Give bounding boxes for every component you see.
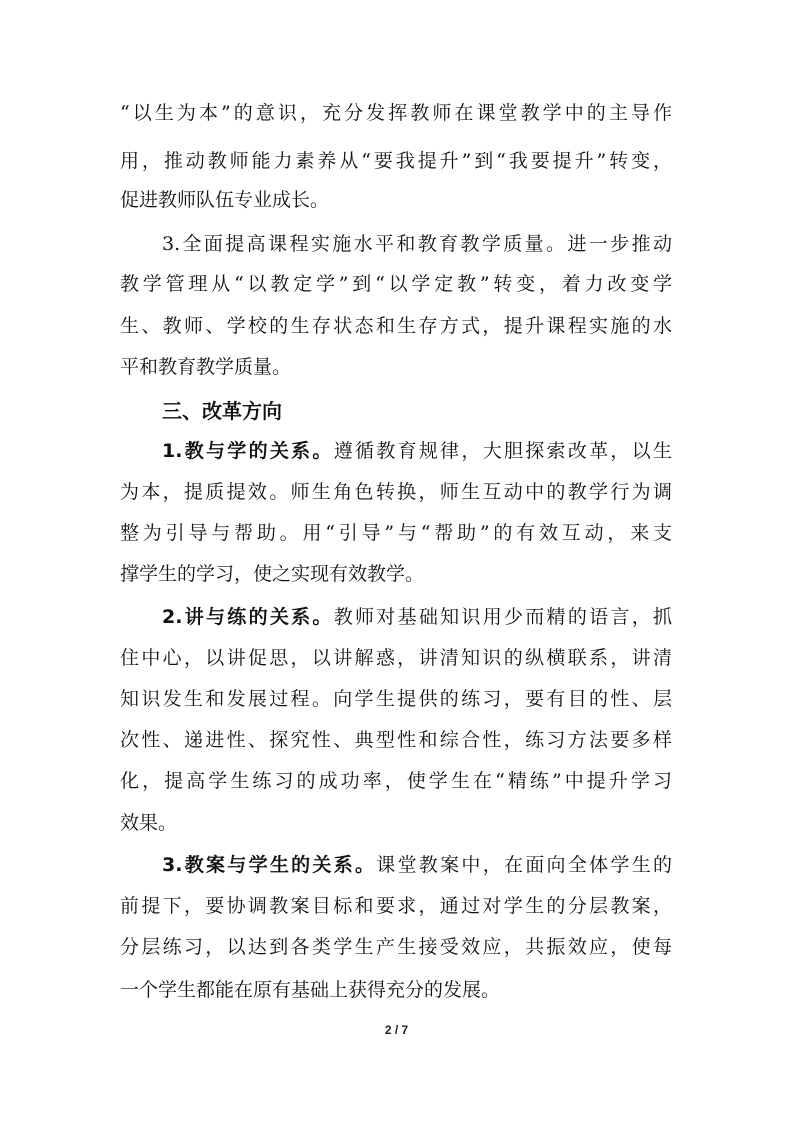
paragraph-line: 3.全面提高课程实施水平和教育教学质量。进一步推动 [162,233,672,255]
paragraph-line: 平和教育教学质量。 [120,356,292,378]
paragraph-line [162,852,672,878]
paragraph-line: 化，提高学生练习的成功率，使学生在“精练”中提升学习 [120,770,672,792]
section-heading: 三、改革方向 [162,399,282,423]
paragraph-line: 生、教师、学校的生存状态和生存方式，提升课程实施的水 [120,315,672,337]
paragraph-lead: 1.教与学的关系。 [162,440,334,462]
paragraph-line: 整为引导与帮助。用“引导”与“帮助”的有效互动，来支 [120,522,672,544]
paragraph-line [162,438,672,464]
paragraph-line: 教学管理从“以教定学”到“以学定教”转变，着力改变学 [120,273,672,295]
paragraph-line: 知识发生和发展过程。向学生提供的练习，要有目的性、层 [120,688,672,710]
paragraph-line: 一个学生都能在原有基础上获得充分的发展。 [120,979,501,1001]
paragraph-line: 效果。 [120,812,178,834]
paragraph-line: “以生为本”的意识，充分发挥教师在课堂教学中的主导作 [120,102,672,124]
paragraph-line [162,604,672,630]
paragraph-text: 遵循教育规律，大胆探索改革，以生 [333,440,672,462]
paragraph-line: 用，推动教师能力素养从“要我提升”到“我要提升”转变， [120,150,672,172]
paragraph-line: 前提下，要协调教案目标和要求，通过对学生的分层教案， [120,895,672,917]
paragraph-text: 教师对基础知识用少而精的语言，抓 [333,606,672,628]
paragraph-line: 住中心，以讲促思，以讲解惑，讲清知识的纵横联系，讲清 [120,647,672,669]
paragraph-line: 撑学生的学习，使之实现有效教学。 [120,563,425,585]
paragraph-line: 次性、递进性、探究性、典型性和综合性，练习方法要多样 [120,729,672,751]
page-number: 2 / 7 [384,1023,409,1037]
paragraph-line: 为本，提质提效。师生角色转换，师生互动中的教学行为调 [120,481,672,503]
paragraph-line: 分层练习，以达到各类学生产生接受效应，共振效应，使每 [120,936,672,958]
paragraph-lead: 2.讲与练的关系。 [162,606,334,628]
paragraph-line: 促进教师队伍专业成长。 [120,189,330,211]
paragraph-lead: 3.教案与学生的关系。 [162,854,377,876]
paragraph-text: 课堂教案中，在面向全体学生的 [376,854,672,876]
